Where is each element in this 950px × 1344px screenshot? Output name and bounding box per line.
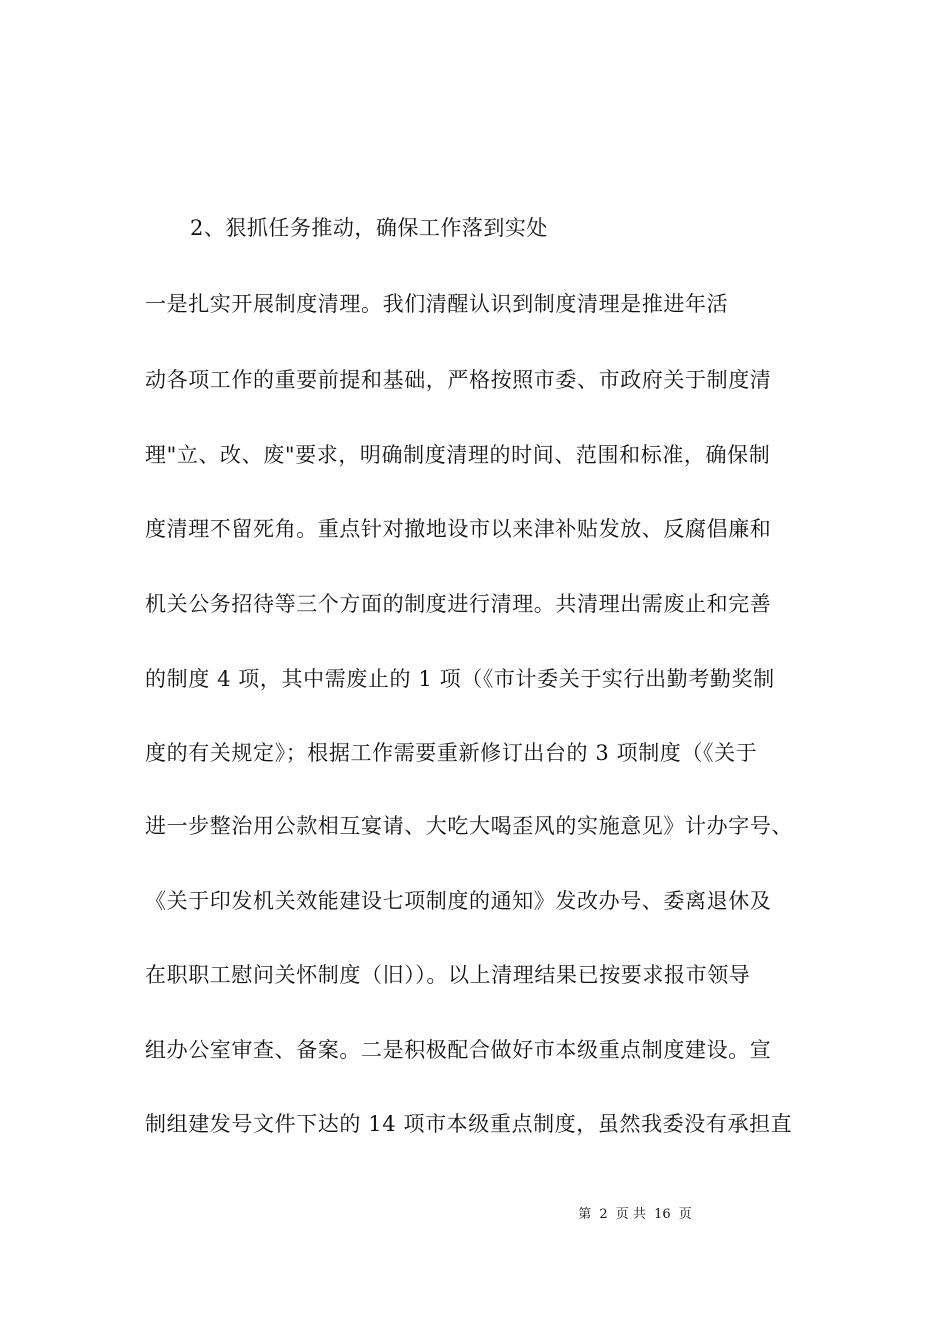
footer-middle: 页 共 [615, 1207, 646, 1222]
body-line-10: 在职职工慰问关怀制度（旧））。以上清理结果已按要求报市领导 [145, 963, 751, 987]
page-number-indicator [578, 1206, 692, 1224]
body-line-4: 度清理不留死角。重点针对撤地设市以来津补贴发放、反腐倡廉和 [145, 517, 772, 541]
body-line-6: 的制度 4 项，其中需废止的 1 项（《市计委关于实行出勤考勤奖制 [145, 667, 775, 691]
footer-total-pages: 16 [654, 1207, 671, 1222]
body-line-9: 《关于印发机关效能建设七项制度的通知》发改办号、委离退休及 [145, 889, 772, 913]
body-line-3: 理"立、改、废"要求，明确制度清理的时间、范围和标准，确保制 [145, 443, 771, 467]
page-footer [0, 1206, 950, 1224]
body-line-12: 制组建发号文件下达的 14 项市本级重点制度，虽然我委没有承担直 [145, 1112, 793, 1136]
body-line-1: 一是扎实开展制度清理。我们清醒认识到制度清理是推进年活 [145, 292, 729, 316]
body-line-8: 进一步整治用公款相互宴请、大吃大喝歪风的实施意见》计办字号、 [145, 814, 793, 838]
body-line-11: 组办公室审查、备案。二是积极配合做好市本级重点制度建设。宣 [145, 1038, 772, 1062]
footer-prefix: 第 [578, 1207, 592, 1222]
body-line-7: 度的有关规定》；根据工作需要重新修订出台的 3 项制度（《关于 [145, 741, 758, 765]
footer-suffix: 页 [678, 1207, 692, 1222]
footer-current-page: 2 [599, 1207, 608, 1222]
body-line-5: 机关公务招待等三个方面的制度进行清理。共清理出需废止和完善 [145, 592, 772, 616]
section-heading: 2、狠抓任务推动，确保工作落到实处 [190, 216, 548, 240]
body-line-2: 动各项工作的重要前提和基础，严格按照市委、市政府关于制度清 [145, 368, 772, 392]
